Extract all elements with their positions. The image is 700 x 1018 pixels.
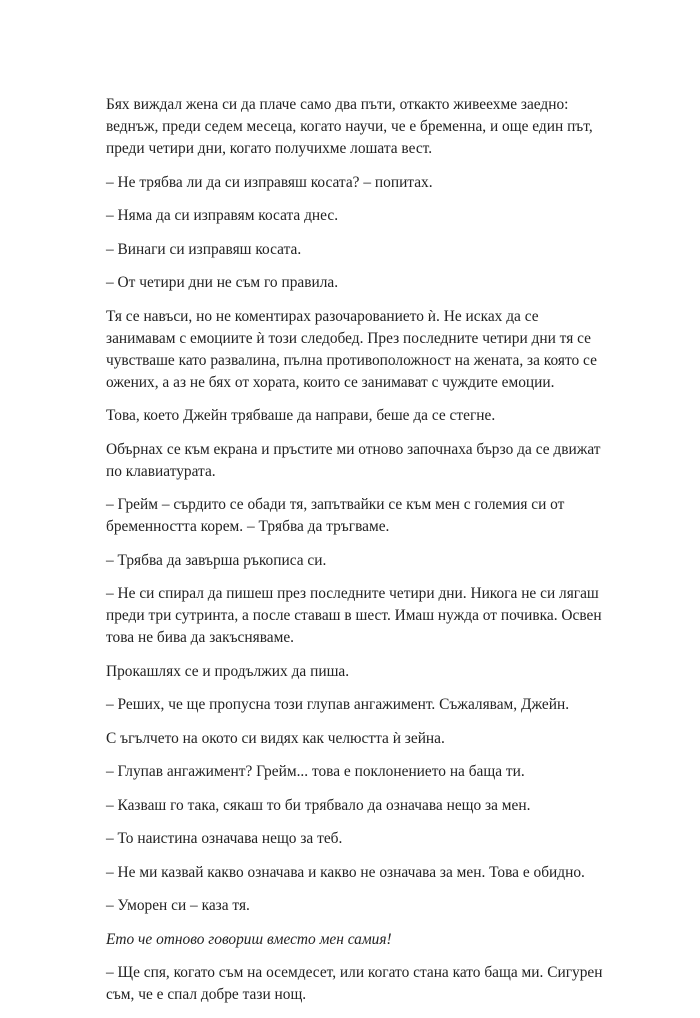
paragraph: – Винаги си изправяш косата.	[106, 240, 302, 258]
paragraph: – Казваш го така, сякаш то би трябвало да означава нещо за мен.	[106, 796, 531, 814]
paragraph: – Не си спирал да пишеш през последните четири дни. Никога не си лягаш преди три сутринта, а после ставаш в шест. Имаш нужда от почивка. Освен това не бива да закъсняваме.	[106, 585, 602, 646]
paragraph: – Не трябва ли да си изправяш косата? – попитах.	[106, 173, 433, 191]
paragraph: – Ще спя, когато съм на осемдесет, или когато стана като баща ми. Сигурен съм, че е спал добре тази нощ.	[106, 964, 603, 1003]
paragraph: – Глупав ангажимент? Грейм... това е поклонението на баща ти.	[106, 763, 525, 780]
paragraph: С ъгълчето на окото си видях как челюстта ѝ зейна.	[106, 729, 445, 747]
paragraph: – Не ми казвай какво означава и какво не означава за мен. Това е обидно.	[106, 863, 585, 881]
paragraph: Тя се навъси, но не коментирах разочарованието ѝ. Не исках да се занимавам с емоциите ѝ този следобед. През последните четири дни тя се чувстваше като развалина, пълна противоположност на жената, за която се ожених, а аз не бях от хората, които се занимават с чуждите емоции.	[106, 307, 597, 391]
paragraph: – Трябва да завърша ръкописа си.	[106, 551, 327, 569]
body-text	[106, 94, 606, 1018]
paragraph: – Уморен си – каза тя.	[106, 897, 250, 914]
paragraph: Това, което Джейн трябваше да направи, беше да се стегне.	[106, 407, 496, 424]
paragraph: – Няма да си изправям косата днес.	[106, 207, 339, 224]
paragraph: Обърнах се към екрана и пръстите ми отново започнаха бързо да се движат по клавиатурата.	[106, 440, 601, 480]
paragraph: – Реших, че ще пропусна този глупав ангажимент. Съжалявам, Джейн.	[106, 696, 570, 713]
paragraph: Прокашлях се и продължих да пиша.	[106, 662, 350, 680]
paragraph: – Грейм – сърдито се обади тя, запътвайки се към мен с големия си от бременността корем. – Трябва да тръгваме.	[106, 496, 565, 535]
paragraph: – От четири дни не съм го правила.	[106, 274, 339, 291]
paragraph: Бях виждал жена си да плаче само два пъти, откакто живеехме заедно: веднъж, преди седем месеца, когато научи, че е бременна, и още един път, преди четири дни, когато получихме лошата вест.	[106, 96, 593, 157]
paragraph: – То наистина означава нещо за теб.	[106, 830, 343, 847]
italic-thought: Ето че отново говориш вместо мен самия!	[106, 930, 392, 948]
